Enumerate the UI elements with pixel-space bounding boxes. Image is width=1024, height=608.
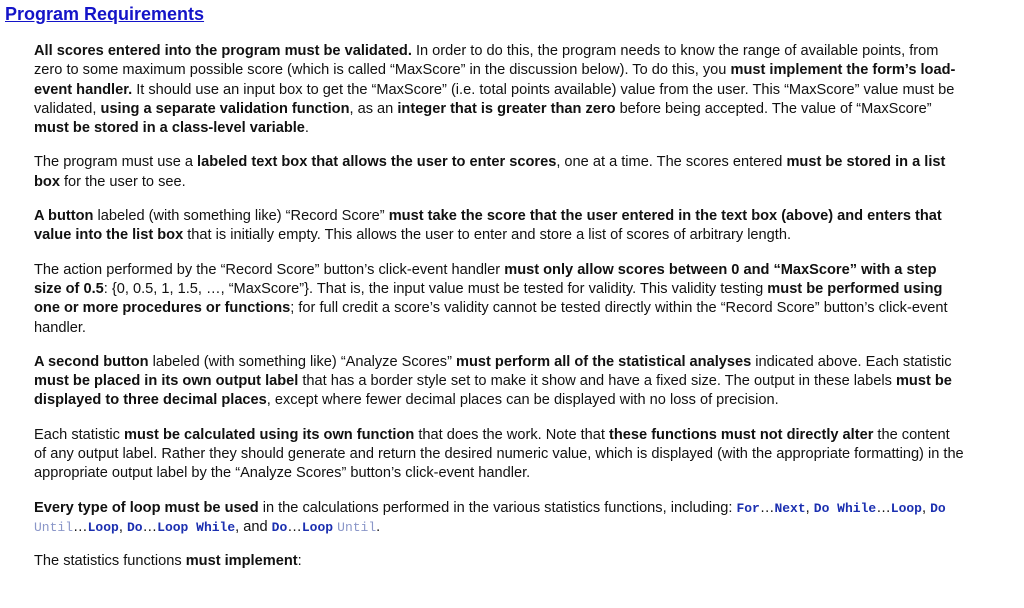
text: , as an — [349, 100, 398, 117]
code-keyword: Do — [930, 500, 946, 516]
bold-text: must be placed in its own output label — [34, 373, 299, 390]
text: in the calculations performed in the various statistics functions, including: — [258, 499, 737, 516]
paragraph-statistics — [34, 552, 964, 571]
text: the content of any output label. Rather they should generate and return the desired numeric value, which is displayed (with the appropriate formatting) in the appropriate output label by the “Analyze Scores” button’s click-event handler. — [34, 426, 964, 482]
text: … — [876, 499, 891, 516]
text: labeled (with something like) “Analyze Scores” — [148, 353, 456, 370]
text: It should use an input box to get the “MaxScore” (i.e. total points available) value from the user. This “MaxScore” value must be validated, — [34, 81, 955, 117]
code-keyword-light: Until — [34, 519, 74, 535]
text: . — [304, 120, 309, 137]
text: , and — [235, 518, 272, 535]
paragraph-validation — [34, 42, 964, 138]
bold-text: Every type of loop must be used — [34, 499, 259, 516]
text: indicated above. Each statistic — [751, 353, 952, 370]
bold-text: must be stored in a class-level variable — [34, 120, 305, 137]
code-keyword: Next — [774, 500, 806, 516]
text: that does the work. Note that — [414, 426, 610, 443]
page-heading-link[interactable]: Program Requirements — [5, 4, 205, 24]
bold-text: must be calculated using its own function — [124, 426, 415, 443]
bold-text: must be performed using one or more procedures or functions — [34, 280, 943, 317]
text: that is initially empty. This allows the user to enter and store a list of scores of arbitrary length. — [183, 227, 792, 244]
code-keyword: Loop — [890, 500, 922, 516]
bold-text: must be displayed to three decimal places — [34, 373, 952, 409]
text: , — [805, 499, 814, 516]
text: In order to do this, the program needs to know the range of available points, from zero to some maximum possible score (which is called “MaxScore” in the discussion below). To do this, you — [34, 43, 939, 79]
paragraph-loops — [34, 499, 964, 538]
text: … — [759, 499, 775, 516]
text: , — [922, 499, 931, 516]
bold-text: A button — [34, 208, 94, 225]
bold-text: using a separate validation function — [100, 100, 350, 117]
text: for the user to see. — [59, 173, 186, 190]
paragraph-analyze-button — [34, 353, 964, 411]
paragraph-record-button — [34, 207, 964, 246]
text: The action performed by the “Record Score” button’s click-event handler — [34, 261, 505, 278]
code-keyword: Do — [126, 519, 143, 535]
bold-text: must implement — [185, 553, 298, 570]
bold-text: A second button — [34, 353, 149, 370]
text: The program must use a — [34, 154, 198, 171]
text: , one at a time. The scores entered — [556, 154, 787, 171]
code-keyword: Do — [271, 519, 288, 535]
text: ; for full credit a score’s validity cannot be tested directly within the “Record Score” button’s click-event handler. — [34, 300, 948, 336]
bold-text: must take the score that the user entered in the text box (above) and enters that value into the list box — [34, 208, 942, 244]
text: The statistics functions — [34, 553, 186, 570]
paragraph-functions — [34, 426, 964, 484]
text: that has a border style set to make it show and have a fixed size. The output in these labels — [298, 373, 896, 390]
text: … — [287, 518, 302, 535]
code-keyword: For — [736, 500, 760, 516]
text: … — [73, 518, 88, 535]
code-keyword: Loop — [87, 519, 119, 535]
paragraph-score-range — [34, 261, 964, 338]
text: before being accepted. The value of “MaxScore” — [615, 100, 932, 117]
bold-text: these functions must not directly alter — [609, 426, 874, 443]
bold-text: must be stored in a list box — [34, 154, 946, 190]
text: Each statistic — [34, 426, 125, 443]
text: : — [297, 553, 302, 570]
text: : {0, 0.5, 1, 1.5, …, “MaxScore”}. That is, the input value must be tested for validity. This validity testing — [103, 280, 768, 297]
bold-text: All scores entered into the program must be validated. — [34, 43, 412, 59]
requirements-body — [34, 42, 964, 572]
paragraph-text-box — [34, 153, 964, 192]
code-keyword: Do While — [813, 500, 877, 516]
code-keyword-light: Until — [337, 519, 377, 535]
bold-text: must implement the form’s load-event handler. — [34, 62, 956, 98]
text: labeled (with something like) “Record Score” — [93, 208, 389, 225]
bold-text: labeled text box that allows the user to enter scores — [197, 154, 557, 171]
code-keyword: Loop — [301, 519, 334, 535]
bold-text: must only allow scores between 0 and “MaxScore” with a step size of 0.5 — [34, 261, 937, 297]
code-keyword: Loop While — [157, 519, 236, 535]
text: . — [376, 518, 381, 535]
text: , — [118, 518, 127, 535]
bold-text: integer that is greater than zero — [397, 100, 616, 117]
bold-text: must perform all of the statistical analyses — [456, 353, 752, 370]
text: … — [142, 518, 158, 535]
text: , except where fewer decimal places can be displayed with no loss of precision. — [266, 392, 779, 409]
